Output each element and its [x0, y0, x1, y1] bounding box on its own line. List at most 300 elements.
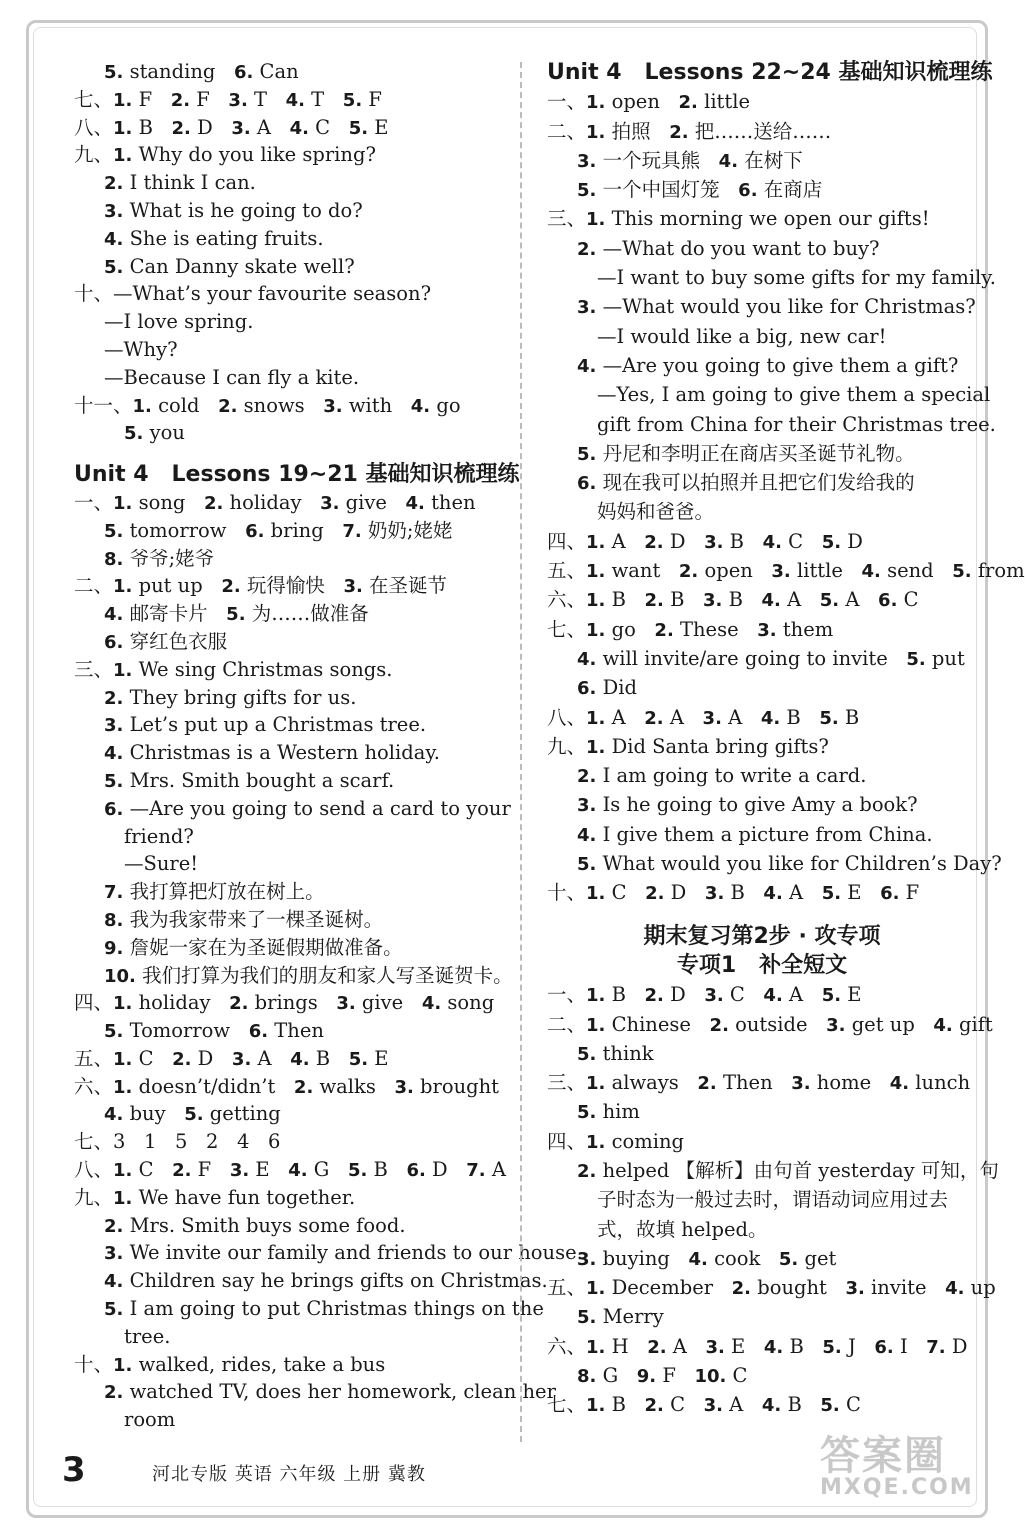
- item-number: 4.: [761, 590, 781, 612]
- item-number: 3.: [845, 1278, 865, 1300]
- item-number: 2.: [104, 1382, 124, 1404]
- answer-line: [74, 419, 502, 447]
- answer-text: put: [925, 646, 965, 670]
- answer-text: B: [663, 588, 704, 612]
- answer-line: [74, 989, 502, 1017]
- answer-text: with: [342, 393, 411, 417]
- section-heading: [547, 58, 993, 87]
- answer-text: want: [605, 559, 679, 583]
- answer-text: 在圣诞节: [362, 574, 448, 598]
- answer-text: little: [790, 559, 862, 583]
- answer-text: Children say he brings gifts on Christmas.: [123, 1269, 548, 1293]
- answer-text: 在商店: [757, 178, 823, 202]
- item-number: 7.: [104, 882, 124, 904]
- item-number: 1.: [586, 531, 606, 553]
- answer-text: walks: [313, 1074, 395, 1098]
- answer-line: [547, 1127, 977, 1156]
- item-number: 1.: [586, 1278, 606, 1300]
- item-number: 6.: [245, 520, 265, 542]
- answer-text: invite: [864, 1276, 946, 1300]
- item-number: 5.: [820, 1395, 840, 1417]
- answer-line: [74, 1239, 583, 1267]
- item-number: 10.: [104, 965, 136, 987]
- answer-line: [74, 545, 502, 573]
- answer-text: watched TV, does her homework, clean her: [123, 1380, 556, 1404]
- answer-column-left: [74, 58, 583, 1434]
- answer-text: We have fun together.: [132, 1185, 356, 1209]
- answer-line: [74, 141, 502, 169]
- answer-text: Can: [253, 60, 299, 83]
- answer-text: brought: [413, 1074, 500, 1098]
- item-number: 2.: [172, 1048, 192, 1070]
- item-number: 3.: [705, 1336, 725, 1358]
- answer-line: [547, 761, 977, 790]
- answer-line: [74, 1184, 502, 1212]
- answer-text: —I want to buy some gifts for my family.: [597, 266, 996, 290]
- answer-text: brings: [248, 991, 337, 1015]
- answer-text: cold: [151, 393, 219, 417]
- item-number: 4.: [577, 355, 597, 377]
- item-number: 9.: [104, 937, 124, 959]
- item-number: 1.: [586, 1395, 606, 1417]
- item-number: 5.: [819, 590, 840, 612]
- answer-line: [547, 1302, 977, 1331]
- answer-text: 奶奶;姥姥: [361, 518, 453, 542]
- answer-text: A: [250, 115, 290, 139]
- item-number: 4.: [933, 1014, 953, 1036]
- item-number: 2.: [697, 1073, 717, 1095]
- answer-text: friend?: [124, 824, 194, 848]
- answer-text: gift from China for their Christmas tree.: [597, 412, 996, 436]
- answer-text: 五、: [547, 1276, 587, 1300]
- item-number: 2.: [678, 92, 698, 114]
- item-number: 4.: [718, 150, 739, 172]
- answer-text: What is he going to do?: [123, 198, 363, 222]
- answer-line: [74, 1045, 502, 1073]
- answer-text: F: [656, 1364, 695, 1388]
- item-number: 6.: [880, 883, 900, 905]
- answer-text: put up: [132, 574, 222, 598]
- item-number: 3.: [336, 993, 356, 1015]
- answer-line: [547, 1068, 977, 1097]
- answer-text: 四、: [547, 1129, 587, 1153]
- answer-line: [74, 1100, 502, 1128]
- answer-text: F: [899, 881, 920, 905]
- answer-line: [74, 656, 502, 684]
- answer-text: 六、: [547, 1334, 587, 1358]
- answer-text: —What would you like for Christmas?: [596, 295, 976, 319]
- answer-text: them: [776, 617, 834, 641]
- item-number: 3.: [104, 200, 124, 222]
- answer-text: coming: [605, 1129, 685, 1153]
- answer-text: C: [839, 1393, 861, 1417]
- answer-text: B: [605, 983, 645, 1007]
- answer-text: holiday: [132, 991, 230, 1015]
- answer-text: give: [339, 490, 406, 514]
- answer-text: 三、: [547, 207, 587, 231]
- item-number: 1.: [113, 145, 133, 167]
- answer-line: [74, 684, 502, 712]
- item-number: 4.: [104, 1104, 124, 1126]
- watermark-logo: [820, 1424, 980, 1502]
- answer-line: [547, 585, 977, 614]
- answer-text: C: [781, 529, 822, 553]
- answer-text: E: [249, 1158, 289, 1182]
- answer-line: [547, 292, 977, 321]
- item-number: 5.: [104, 1299, 124, 1321]
- item-number: 5.: [104, 62, 124, 83]
- answer-line: [547, 644, 977, 673]
- answer-text: F: [362, 87, 382, 111]
- item-number: 4.: [104, 1271, 124, 1293]
- item-number: 4.: [761, 1395, 782, 1417]
- item-number: 4.: [577, 824, 597, 846]
- item-number: 4.: [289, 117, 309, 139]
- item-number: 5.: [342, 89, 363, 111]
- item-number: 1.: [113, 659, 133, 681]
- answer-line: [547, 117, 977, 146]
- answer-text: We invite our family and friends to our house.: [123, 1241, 583, 1265]
- answer-text: 二、: [74, 574, 114, 598]
- answer-text: A: [782, 881, 822, 905]
- item-number: 6.: [104, 631, 124, 653]
- answer-text: 三、: [74, 657, 114, 681]
- item-number: 2.: [644, 985, 664, 1007]
- item-number: 3.: [771, 561, 791, 583]
- item-number: 2.: [218, 395, 238, 417]
- answer-text: D: [945, 1334, 968, 1358]
- answer-text: Christmas is a Western holiday.: [123, 741, 441, 765]
- answer-line: [547, 673, 977, 702]
- answer-line: [74, 253, 502, 281]
- item-number: 3.: [229, 1160, 250, 1182]
- answer-text: him: [596, 1100, 640, 1124]
- answer-text: then: [424, 490, 476, 514]
- answer-text: C: [663, 1393, 704, 1417]
- answer-line: [547, 1185, 977, 1214]
- answer-text: you: [143, 421, 185, 445]
- answer-text: C: [132, 1158, 173, 1182]
- item-number: 6.: [878, 590, 898, 612]
- answer-text: Why do you like spring?: [132, 143, 376, 167]
- answer-text: buy: [123, 1102, 185, 1126]
- item-number: 2.: [104, 687, 124, 709]
- answer-text: 十、: [547, 881, 587, 905]
- answer-line: [74, 1156, 506, 1184]
- item-number: 5.: [577, 854, 597, 876]
- item-number: 4.: [421, 993, 442, 1015]
- answer-text: 十一、: [74, 393, 133, 417]
- answer-text: get up: [845, 1012, 934, 1036]
- page-footer: [62, 1450, 762, 1490]
- answer-line: [547, 322, 977, 351]
- item-number: 5.: [124, 423, 144, 445]
- answer-text: C: [723, 983, 764, 1007]
- answer-text: This morning we open our gifts!: [605, 207, 930, 231]
- item-number: 3.: [231, 117, 251, 139]
- answer-text: 六、: [547, 588, 587, 612]
- answer-text: 一个玩具熊: [596, 148, 719, 172]
- item-number: 1.: [586, 736, 606, 758]
- answer-text: up: [964, 1276, 996, 1300]
- answer-text: B: [723, 529, 763, 553]
- answer-line: [74, 392, 502, 420]
- answer-text: 妈妈和爸爸。: [597, 500, 715, 524]
- answer-text: I am going to put Christmas things on the: [123, 1297, 544, 1321]
- item-number: 5.: [819, 707, 839, 729]
- item-number: 4.: [760, 707, 781, 729]
- answer-text: tomorrow: [123, 518, 246, 542]
- answer-line: [547, 410, 996, 439]
- item-number: 2.: [172, 1160, 192, 1182]
- item-number: 6.: [738, 180, 758, 202]
- answer-text: —Are you going to give them a gift?: [596, 353, 959, 377]
- item-number: 4.: [762, 531, 782, 553]
- item-number: 7.: [466, 1160, 486, 1182]
- item-number: 4.: [104, 743, 124, 765]
- answer-line: [74, 1406, 502, 1434]
- answer-text: 拍照: [605, 119, 670, 143]
- item-number: 1.: [132, 395, 152, 417]
- answer-line: [547, 1097, 977, 1126]
- answer-line: [74, 308, 502, 336]
- answer-line: [547, 1390, 977, 1419]
- answer-line: [547, 380, 991, 409]
- item-number: 4.: [945, 1278, 965, 1300]
- item-number: 5.: [348, 1048, 369, 1070]
- answer-text: E: [841, 983, 862, 1007]
- answer-line: [74, 1212, 502, 1240]
- item-number: 1.: [586, 92, 606, 114]
- answer-text: 五、: [74, 1046, 114, 1070]
- answer-text: Chinese: [605, 1012, 710, 1036]
- item-number: 3.: [826, 1014, 846, 1036]
- answer-text: I: [893, 1334, 927, 1358]
- answer-text: D: [663, 529, 705, 553]
- answer-line: [74, 823, 502, 851]
- answer-text: gift: [952, 1012, 993, 1036]
- item-number: 1.: [113, 1076, 133, 1098]
- answer-text: B: [722, 588, 762, 612]
- answer-text: —Because I can fly a kite.: [104, 365, 360, 389]
- item-number: 3.: [703, 1395, 723, 1417]
- answer-text: open: [605, 90, 679, 114]
- item-number: 5.: [577, 1043, 597, 1065]
- answer-text: outside: [728, 1012, 827, 1036]
- item-number: 2.: [644, 1395, 664, 1417]
- answer-text: C: [726, 1364, 748, 1388]
- answer-line: [74, 628, 502, 656]
- item-number: 2.: [577, 1160, 597, 1182]
- answer-text: Did: [596, 676, 637, 700]
- answer-text: B: [605, 588, 645, 612]
- answer-line: [547, 1361, 977, 1390]
- item-number: 3.: [320, 492, 340, 514]
- answer-text: A: [605, 705, 645, 729]
- answer-text: She is eating fruits.: [123, 226, 324, 250]
- item-number: 1.: [586, 985, 606, 1007]
- item-number: 2.: [654, 619, 674, 641]
- answer-text: 十、: [74, 1352, 114, 1376]
- item-number: 4.: [763, 985, 783, 1007]
- item-number: 1.: [586, 209, 606, 231]
- answer-text: 二、: [547, 119, 587, 143]
- answer-text: 四、: [547, 529, 587, 553]
- item-number: 2.: [293, 1076, 314, 1098]
- answer-text: tree.: [124, 1324, 171, 1348]
- answer-text: I am going to write a card.: [596, 764, 867, 788]
- item-number: 2.: [104, 173, 124, 195]
- answer-text: E: [368, 115, 389, 139]
- item-number: 2.: [171, 117, 191, 139]
- answer-line: [74, 1323, 502, 1351]
- item-number: 2.: [577, 766, 597, 788]
- answer-text: 在树下: [738, 148, 803, 172]
- answer-text: B: [309, 1046, 349, 1070]
- answer-text: 期末复习第2步 · 攻专项: [643, 923, 881, 949]
- answer-text: A: [780, 588, 820, 612]
- answer-line: [74, 1351, 502, 1379]
- item-number: 3.: [104, 715, 124, 737]
- answer-text: Can Danny skate well?: [123, 254, 355, 278]
- item-number: 5.: [348, 117, 369, 139]
- item-number: 3.: [577, 1248, 597, 1270]
- item-number: 1.: [586, 561, 606, 583]
- answer-text: —Are you going to send a card to your: [123, 796, 511, 820]
- item-number: 2.: [170, 89, 191, 111]
- watermark-title: 答案圈: [820, 1433, 946, 1479]
- answer-line: [74, 86, 502, 114]
- watermark-url: MXQE.COM: [820, 1475, 974, 1500]
- answer-text: E: [724, 1334, 764, 1358]
- section-heading: [74, 461, 520, 489]
- item-number: 3.: [704, 985, 724, 1007]
- answer-line: [547, 175, 977, 204]
- answer-text: Mrs. Smith buys some food.: [123, 1213, 406, 1237]
- answer-line: [74, 767, 502, 795]
- answer-text: 九、: [74, 1185, 114, 1209]
- answer-text: 九、: [547, 734, 587, 758]
- item-number: 4.: [763, 883, 783, 905]
- footer-book-info: 河北专版 英语 六年级 上册 冀教: [152, 1464, 426, 1485]
- answer-line: [74, 739, 502, 767]
- answer-text: 八、: [74, 1158, 114, 1182]
- item-number: 3.: [577, 150, 597, 172]
- answer-text: 九、: [74, 143, 114, 167]
- item-number: 2.: [644, 590, 664, 612]
- answer-text: from: [971, 559, 1025, 583]
- answer-line: [547, 527, 977, 556]
- item-number: 5.: [104, 1021, 124, 1043]
- answer-line: [547, 1039, 977, 1068]
- answer-text: A: [663, 705, 703, 729]
- item-number: 4.: [889, 1073, 910, 1095]
- answer-text: 七、3 1 5 2 4 6: [74, 1130, 281, 1154]
- answer-text: H: [605, 1334, 648, 1358]
- answer-text: A: [782, 983, 822, 1007]
- answer-text: home: [810, 1071, 890, 1095]
- answer-text: I give them a picture from China.: [596, 822, 933, 846]
- item-number: 1.: [113, 1354, 133, 1376]
- answer-text: B: [781, 1393, 821, 1417]
- answer-text: B: [838, 705, 860, 729]
- answer-text: 一、: [547, 90, 587, 114]
- item-number: 3.: [702, 707, 722, 729]
- item-number: 3.: [228, 89, 248, 111]
- answer-line: [74, 517, 502, 545]
- answer-text: B: [783, 1334, 823, 1358]
- item-number: 6.: [248, 1021, 269, 1043]
- item-number: 5.: [577, 1102, 597, 1124]
- item-number: 5.: [952, 561, 972, 583]
- answer-text: A: [666, 1334, 706, 1358]
- answer-line: [74, 1017, 502, 1045]
- item-number: 5.: [821, 531, 842, 553]
- answer-text: 詹妮一家在为圣诞假期做准备。: [123, 935, 403, 959]
- answer-text: Let’s put up a Christmas tree.: [123, 713, 427, 737]
- answer-text: J: [841, 1334, 875, 1358]
- answer-line: [74, 1378, 556, 1406]
- answer-line: [74, 197, 502, 225]
- answer-text: E: [841, 881, 881, 905]
- item-number: 3.: [704, 883, 725, 905]
- answer-line: [547, 878, 977, 907]
- item-number: 1.: [113, 1160, 133, 1182]
- answer-text: 子时态为一般过去时，谓语动词应用过去: [597, 1188, 949, 1212]
- answer-text: —Yes, I am going to give them a special: [597, 383, 991, 407]
- answer-text: song: [441, 991, 495, 1015]
- answer-text: Did Santa bring gifts?: [605, 734, 829, 758]
- answer-line: [74, 280, 502, 308]
- answer-line: [74, 1128, 502, 1156]
- item-number: 4.: [104, 228, 124, 250]
- answer-text: D: [841, 529, 863, 553]
- item-number: 1.: [113, 117, 133, 139]
- answer-text: —Sure!: [124, 852, 199, 876]
- answer-line: [547, 1156, 999, 1185]
- answer-text: F: [191, 1158, 230, 1182]
- item-number: 2.: [678, 561, 699, 583]
- item-number: 5.: [104, 770, 124, 792]
- answer-text: holiday: [223, 490, 321, 514]
- item-number: 2.: [221, 576, 241, 598]
- answer-text: doesn’t/didn’t: [132, 1074, 294, 1098]
- answer-line: [74, 1267, 548, 1295]
- item-number: 2.: [647, 1336, 667, 1358]
- answer-text: 一、: [74, 490, 114, 514]
- answer-text: A: [251, 1046, 291, 1070]
- answer-text: 六、: [74, 1074, 114, 1098]
- answer-text: We sing Christmas songs.: [132, 657, 393, 681]
- item-number: 3.: [577, 795, 597, 817]
- item-number: 8.: [104, 548, 124, 570]
- answer-text: 八、: [547, 705, 587, 729]
- item-number: 3.: [703, 590, 723, 612]
- answer-line: [74, 711, 502, 739]
- answer-text: They bring gifts for us.: [123, 685, 357, 709]
- answer-line: [74, 489, 502, 517]
- answer-line: [74, 878, 502, 906]
- answer-text: Unit 4 Lessons 19~21 基础知识梳理练: [74, 462, 520, 488]
- answer-text: always: [605, 1071, 698, 1095]
- answer-text: December: [605, 1276, 732, 1300]
- answer-text: 一、: [547, 983, 587, 1007]
- item-number: 1.: [586, 1336, 606, 1358]
- item-number: 4.: [763, 1336, 784, 1358]
- answer-text: These: [673, 617, 758, 641]
- item-number: 2.: [669, 121, 689, 143]
- answer-line: [547, 234, 977, 263]
